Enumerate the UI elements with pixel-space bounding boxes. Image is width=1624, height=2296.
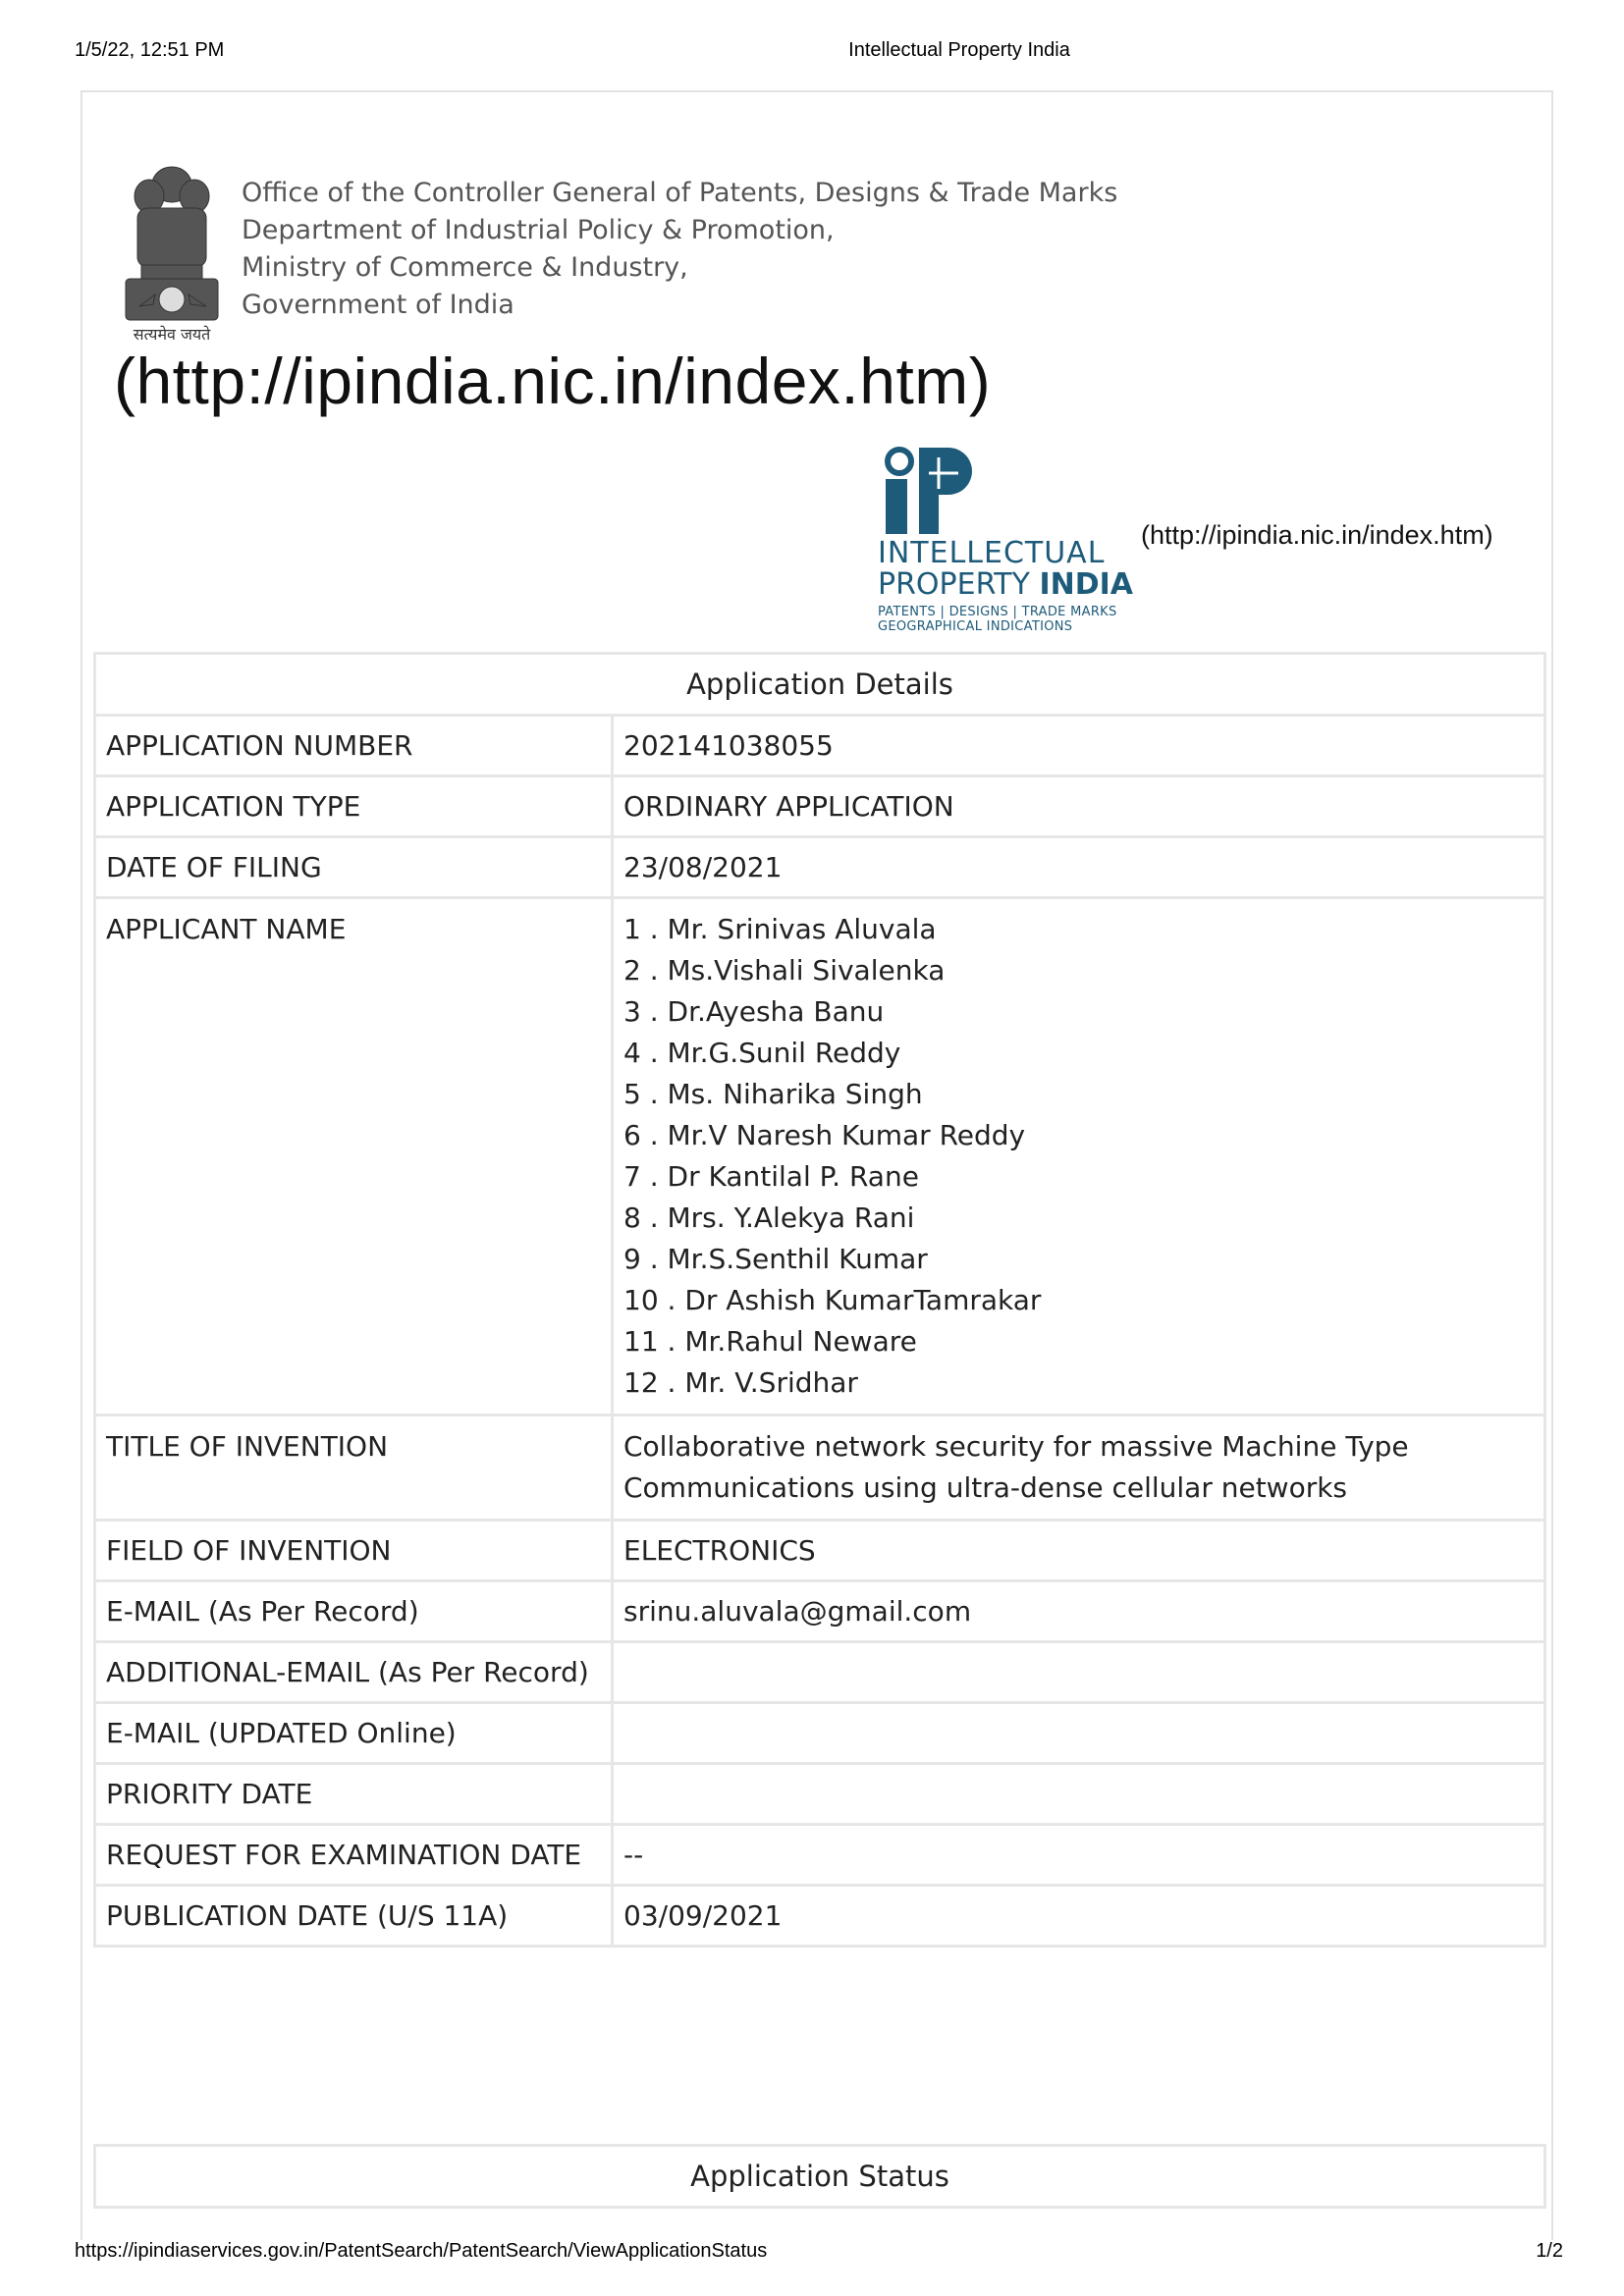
applicant-name: 8 . Mrs. Y.Alekya Rani [623,1201,915,1234]
print-page-number: 1/2 [1536,2240,1563,2262]
applicant-name: 3 . Dr.Ayesha Banu [623,995,885,1028]
row-label: DATE OF FILING [95,837,613,898]
logo-property-text: PROPERTY [878,567,1040,602]
row-label: FIELD OF INVENTION [95,1521,613,1581]
applicant-name: 4 . Mr.G.Sunil Reddy [623,1037,901,1069]
table-row [95,898,1545,1415]
row-label: APPLICANT NAME [95,898,613,1415]
applicant-name: 12 . Mr. V.Sridhar [623,1366,858,1399]
row-label: PUBLICATION DATE (U/S 11A) [95,1886,613,1947]
print-header [0,39,1624,69]
table-row [95,1886,1545,1947]
row-label: E-MAIL (UPDATED Online) [95,1703,613,1764]
office-line: Ministry of Commerce & Industry, [242,252,688,283]
table-row [95,1764,1545,1825]
table-row [95,716,1545,776]
logo-line-intellectual: INTELLECTUAL [878,536,1106,570]
application-status-heading: Application Status [93,2144,1546,2209]
application-details-heading: Application Details [95,654,1545,716]
row-value [613,1642,1545,1703]
table-row [95,776,1545,837]
row-value: ELECTRONICS [613,1521,1545,1581]
emblem-caption: सत्यमेव जयते [133,325,211,344]
print-page-title: Intellectual Property India [848,39,1070,61]
applicant-name: 9 . Mr.S.Senthil Kumar [623,1243,928,1275]
applicant-name: 7 . Dr Kantilal P. Rane [623,1160,919,1193]
row-label: APPLICATION TYPE [95,776,613,837]
home-link-small[interactable]: (http://ipindia.nic.in/index.htm) [1141,520,1493,550]
table-row [95,1703,1545,1764]
row-value [613,1703,1545,1764]
invention-title-line: Collaborative network security for massive Machine Type [623,1430,1409,1463]
logo-line-property-india [878,569,1133,601]
print-url: https://ipindiaservices.gov.in/PatentSearch/PatentSearch/ViewApplicationStatus [75,2240,768,2262]
logo-india-text: INDIA [1039,567,1134,602]
invention-title-line: Communications using ultra-dense cellular networks [623,1471,1348,1504]
national-emblem-icon [116,157,228,344]
row-value: -- [613,1825,1545,1886]
table-row [95,1825,1545,1886]
row-value [613,1764,1545,1825]
invention-title [613,1415,1545,1521]
office-line: Department of Industrial Policy & Promotion, [242,215,835,245]
row-label: APPLICATION NUMBER [95,716,613,776]
row-value: 23/08/2021 [613,837,1545,898]
applicant-name: 1 . Mr. Srinivas Aluvala [623,913,937,945]
application-details-table [93,652,1546,1948]
ip-india-logo[interactable] [878,444,1143,636]
row-value: 03/09/2021 [613,1886,1545,1947]
table-row [95,837,1545,898]
print-footer [0,2240,1624,2269]
row-label: REQUEST FOR EXAMINATION DATE [95,1825,613,1886]
row-label: TITLE OF INVENTION [95,1415,613,1521]
applicant-name: 6 . Mr.V Naresh Kumar Reddy [623,1119,1026,1151]
applicant-name: 5 . Ms. Niharika Singh [623,1078,923,1110]
office-line: Office of the Controller General of Patents, Designs & Trade Marks [242,178,1118,208]
ip-india-logo-mark-icon [878,444,996,538]
table-row [95,1642,1545,1703]
applicant-name: 2 . Ms.Vishali Sivalenka [623,954,946,987]
print-datetime: 1/5/22, 12:51 PM [75,39,225,61]
applicant-name: 10 . Dr Ashish KumarTamrakar [623,1284,1042,1316]
row-label: PRIORITY DATE [95,1764,613,1825]
applicant-name: 11 . Mr.Rahul Neware [623,1325,917,1358]
office-address [242,175,1117,324]
row-value: srinu.aluvala@gmail.com [613,1581,1545,1642]
table-row [95,1521,1545,1581]
row-label: ADDITIONAL-EMAIL (As Per Record) [95,1642,613,1703]
logo-line-categories: PATENTS | DESIGNS | TRADE MARKS [878,605,1117,619]
ip-india-logo-text [878,538,1133,634]
logo-line-gi: GEOGRAPHICAL INDICATIONS [878,619,1073,634]
row-value: ORDINARY APPLICATION [613,776,1545,837]
office-line: Government of India [242,290,514,320]
applicant-list [613,898,1545,1415]
home-link-large[interactable]: (http://ipindia.nic.in/index.htm) [114,345,992,417]
table-row [95,1415,1545,1521]
row-label: E-MAIL (As Per Record) [95,1581,613,1642]
table-row [95,1581,1545,1642]
row-value: 202141038055 [613,716,1545,776]
